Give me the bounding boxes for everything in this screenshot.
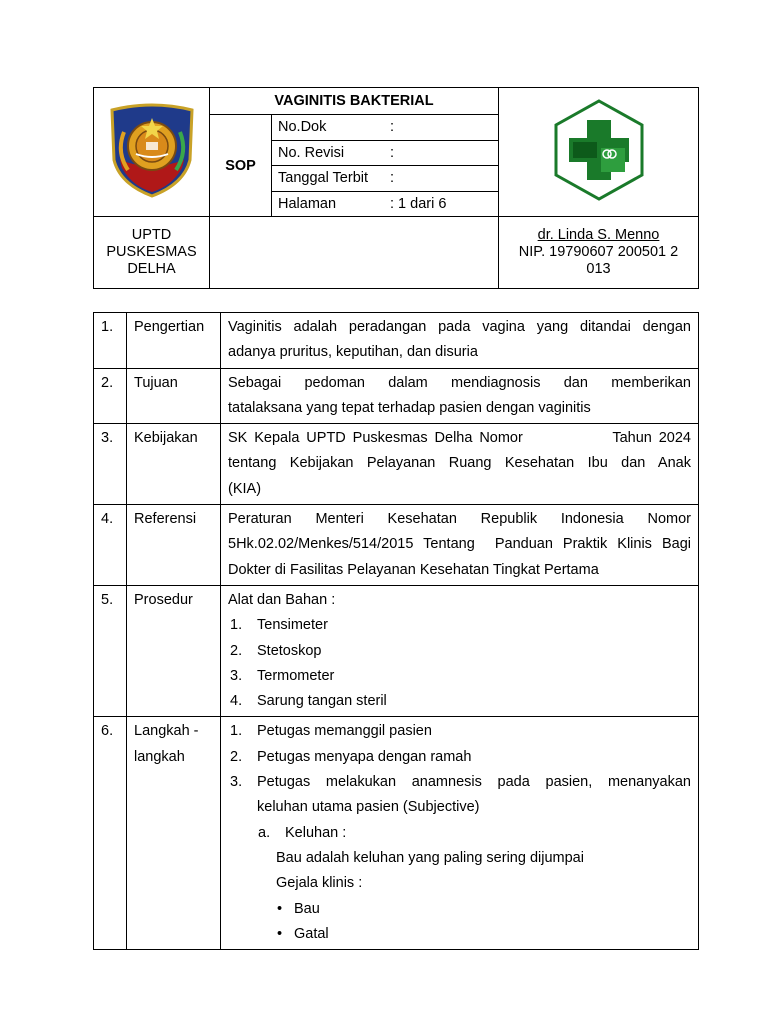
list-item: • Bau <box>277 900 320 917</box>
signer-block: dr. Linda S. Menno NIP. 19790607 200501 2 013 <box>499 217 699 289</box>
table-row: 1. Pengertian Vaginitis adalah peradangan pada vagina yang ditandai dengan adanya pruritus, keputihan, dan disuria <box>94 313 699 369</box>
district-emblem-icon <box>106 102 198 198</box>
meta-no-revisi: No. Revisi : <box>272 140 499 166</box>
table-row: 2. Tujuan Sebagai pedoman dalam mendiagnosis dan memberikan tatalaksana yang tepat terhadap pasien dengan vaginitis <box>94 368 699 424</box>
list-item: 4. Sarung tangan steril <box>230 693 387 710</box>
sop-content-table <box>93 312 699 950</box>
kebijakan-text: SK Kepala UPTD Puskesmas Delha Nomor Tahun 2024 tentang Kebijakan Pelayanan Ruang Kesehatan Ibu dan Anak (KIA) <box>221 424 699 505</box>
signer-name: dr. Linda S. Menno <box>537 227 660 243</box>
table-row: 6. Langkah - langkah 1. Petugas memanggil pasien 2. Petugas menyapa dengan ramah 3. Petugas melakukan anamnesis pada pasien, menanyakan keluhan utama pasien (Subjective) a. Keluhan : Bau adalah keluhan yang paling sering dijumpai Gejala klinis : • Bau • Gatal <box>94 717 699 950</box>
right-logo-cell <box>499 88 699 217</box>
prosedur-text: Alat dan Bahan : 1. Tensimeter 2. Stetoskop 3. Termometer 4. Sarung tangan steril <box>221 585 699 716</box>
list-item: 3. Termometer <box>230 667 335 684</box>
table-row: 5. Prosedur Alat dan Bahan : 1. Tensimeter 2. Stetoskop 3. Termometer 4. Sarung tangan steril <box>94 585 699 716</box>
list-item: • Gatal <box>277 925 329 942</box>
sop-label: SOP <box>210 115 272 217</box>
left-logo-cell <box>94 88 210 217</box>
puskesmas-logo-icon <box>551 98 647 202</box>
document-title: VAGINITIS BAKTERIAL <box>210 88 499 115</box>
empty-middle-cell <box>210 217 499 289</box>
org-name: UPTD PUSKESMAS DELHA <box>94 217 210 289</box>
referensi-text: Peraturan Menteri Kesehatan Republik Indonesia Nomor 5Hk.02.02/Menkes/514/2015 Tentang Panduan Praktik Klinis Bagi Dokter di Fasilitas Pelayanan Kesehatan Tingkat Pertama <box>221 505 699 586</box>
list-item: 2. Petugas menyapa dengan ramah <box>230 748 472 765</box>
meta-no-dok: No.Dok : <box>272 115 499 141</box>
table-row: 4. Referensi Peraturan Menteri Kesehatan Republik Indonesia Nomor 5Hk.02.02/Menkes/514/2015 Tentang Panduan Praktik Klinis Bagi Dokter di Fasilitas Pelayanan Kesehatan Tingkat Pertama <box>94 505 699 586</box>
list-item: 3. Petugas melakukan anamnesis pada pasien, menanyakan keluhan utama pasien (Subjective) <box>230 774 691 816</box>
meta-tanggal-terbit: Tanggal Terbit : <box>272 166 499 192</box>
list-item: a. Keluhan : <box>258 824 347 841</box>
signer-nip: NIP. 19790607 200501 2 <box>518 244 679 260</box>
list-item: 2. Stetoskop <box>230 642 322 659</box>
pengertian-text: Vaginitis adalah peradangan pada vagina yang ditandai dengan adanya pruritus, keputihan, dan disuria <box>221 313 699 369</box>
list-item: 1. Tensimeter <box>230 617 328 634</box>
meta-halaman: Halaman : 1 dari 6 <box>272 191 499 217</box>
table-row: 3. Kebijakan SK Kepala UPTD Puskesmas Delha Nomor Tahun 2024 tentang Kebijakan Pelayanan Ruang Kesehatan Ibu dan Anak (KIA) <box>94 424 699 505</box>
list-item: 1. Petugas memanggil pasien <box>230 723 432 740</box>
tujuan-text: Sebagai pedoman dalam mendiagnosis dan memberikan tatalaksana yang tepat terhadap pasien dengan vaginitis <box>221 368 699 424</box>
langkah-text: 1. Petugas memanggil pasien 2. Petugas menyapa dengan ramah 3. Petugas melakukan anamnesis pada pasien, menanyakan keluhan utama pasien (Subjective) a. Keluhan : Bau adalah keluhan yang paling sering dijumpai Gejala klinis : • Bau • Gatal <box>221 717 699 950</box>
sop-header-table <box>93 87 699 289</box>
